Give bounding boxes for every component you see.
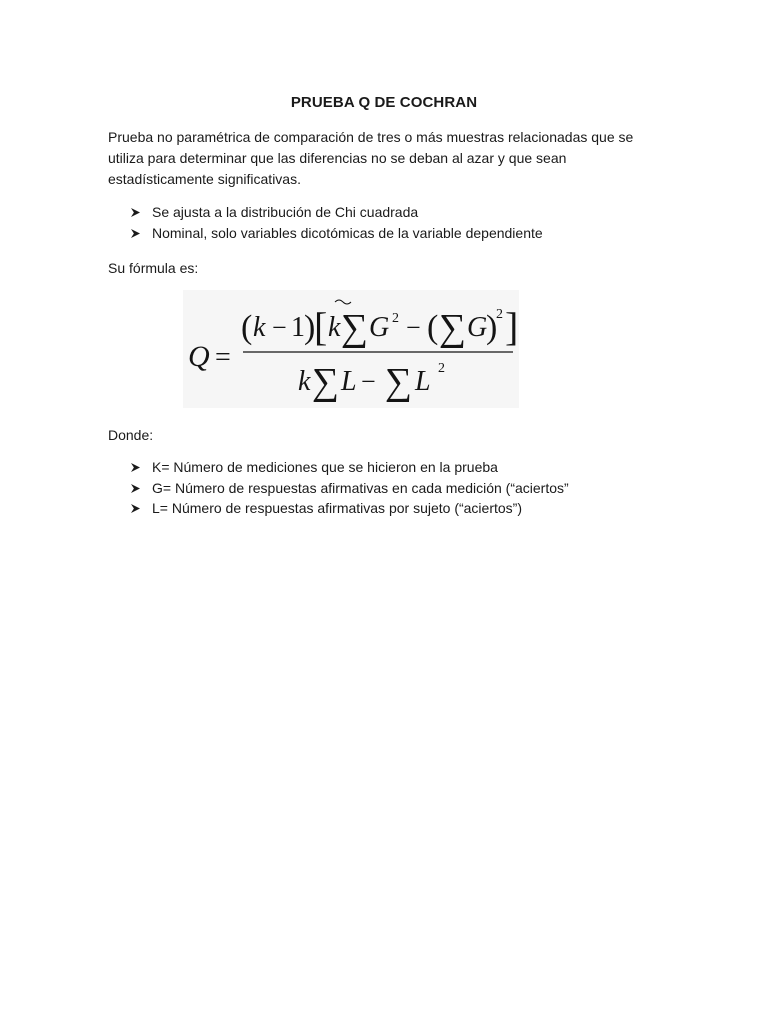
- list-item-text: Nominal, solo variables dicotómicas de la variable dependiente: [152, 224, 543, 241]
- features-list: [108, 202, 543, 243]
- list-item-text: G= Número de respuestas afirmativas en cada medición (“aciertos”: [152, 479, 569, 496]
- svg-text:): ): [304, 309, 316, 346]
- svg-text:∑: ∑: [312, 361, 340, 403]
- svg-text:k: k: [298, 366, 311, 397]
- svg-text:[: [: [314, 304, 328, 349]
- svg-text:k: k: [253, 312, 266, 343]
- svg-text:∑: ∑: [439, 307, 467, 349]
- svg-text:(: (: [241, 309, 253, 346]
- svg-text:2: 2: [438, 361, 445, 376]
- list-item-text: Se ajusta a la distribución de Chi cuadrada: [152, 204, 419, 220]
- arrowhead-bullet-icon: [131, 504, 140, 513]
- svg-text:k: k: [328, 312, 341, 343]
- page-title: PRUEBA Q DE COCHRAN: [290, 94, 478, 111]
- formula-lhs: Q: [188, 340, 210, 373]
- svg-text:−: −: [406, 313, 421, 342]
- list-item: [108, 202, 543, 223]
- svg-text:(: (: [427, 309, 439, 346]
- intro-paragraph: Prueba no paramétrica de comparación de tres o más muestras relacionadas que se utiliza para determinar que las diferencias no se deban al azar y que sean estadísticamente significativas.: [108, 129, 634, 187]
- list-item: [108, 498, 569, 519]
- list-item: [108, 223, 543, 244]
- cochran-q-formula: [183, 290, 519, 408]
- svg-text:1: 1: [291, 312, 305, 343]
- where-label: Donde:: [108, 427, 154, 443]
- definitions-list: [108, 457, 569, 519]
- svg-text:L: L: [341, 366, 357, 397]
- arrowhead-bullet-icon: [131, 484, 140, 493]
- list-item-text: L= Número de respuestas afirmativas por sujeto (“aciertos”): [152, 500, 522, 516]
- svg-text:): ): [486, 309, 498, 346]
- formula-intro: Su fórmula es:: [108, 260, 199, 276]
- arrowhead-bullet-icon: [131, 229, 140, 238]
- arrowhead-bullet-icon: [131, 208, 140, 217]
- svg-text:]: ]: [505, 304, 519, 349]
- list-item-text: K= Número de mediciones que se hicieron en la prueba: [152, 459, 498, 475]
- formula-equals: =: [215, 342, 231, 373]
- svg-text:G: G: [369, 312, 390, 343]
- arrowhead-bullet-icon: [131, 463, 140, 472]
- svg-text:∑: ∑: [341, 307, 369, 349]
- svg-text:−: −: [361, 367, 376, 396]
- svg-text:2: 2: [392, 311, 399, 326]
- svg-text:∑: ∑: [385, 361, 413, 403]
- svg-text:L: L: [415, 366, 431, 397]
- svg-text:−: −: [272, 313, 287, 342]
- svg-text:G: G: [467, 312, 488, 343]
- list-item: [108, 457, 569, 478]
- list-item: [108, 478, 569, 499]
- svg-text:2: 2: [496, 307, 503, 322]
